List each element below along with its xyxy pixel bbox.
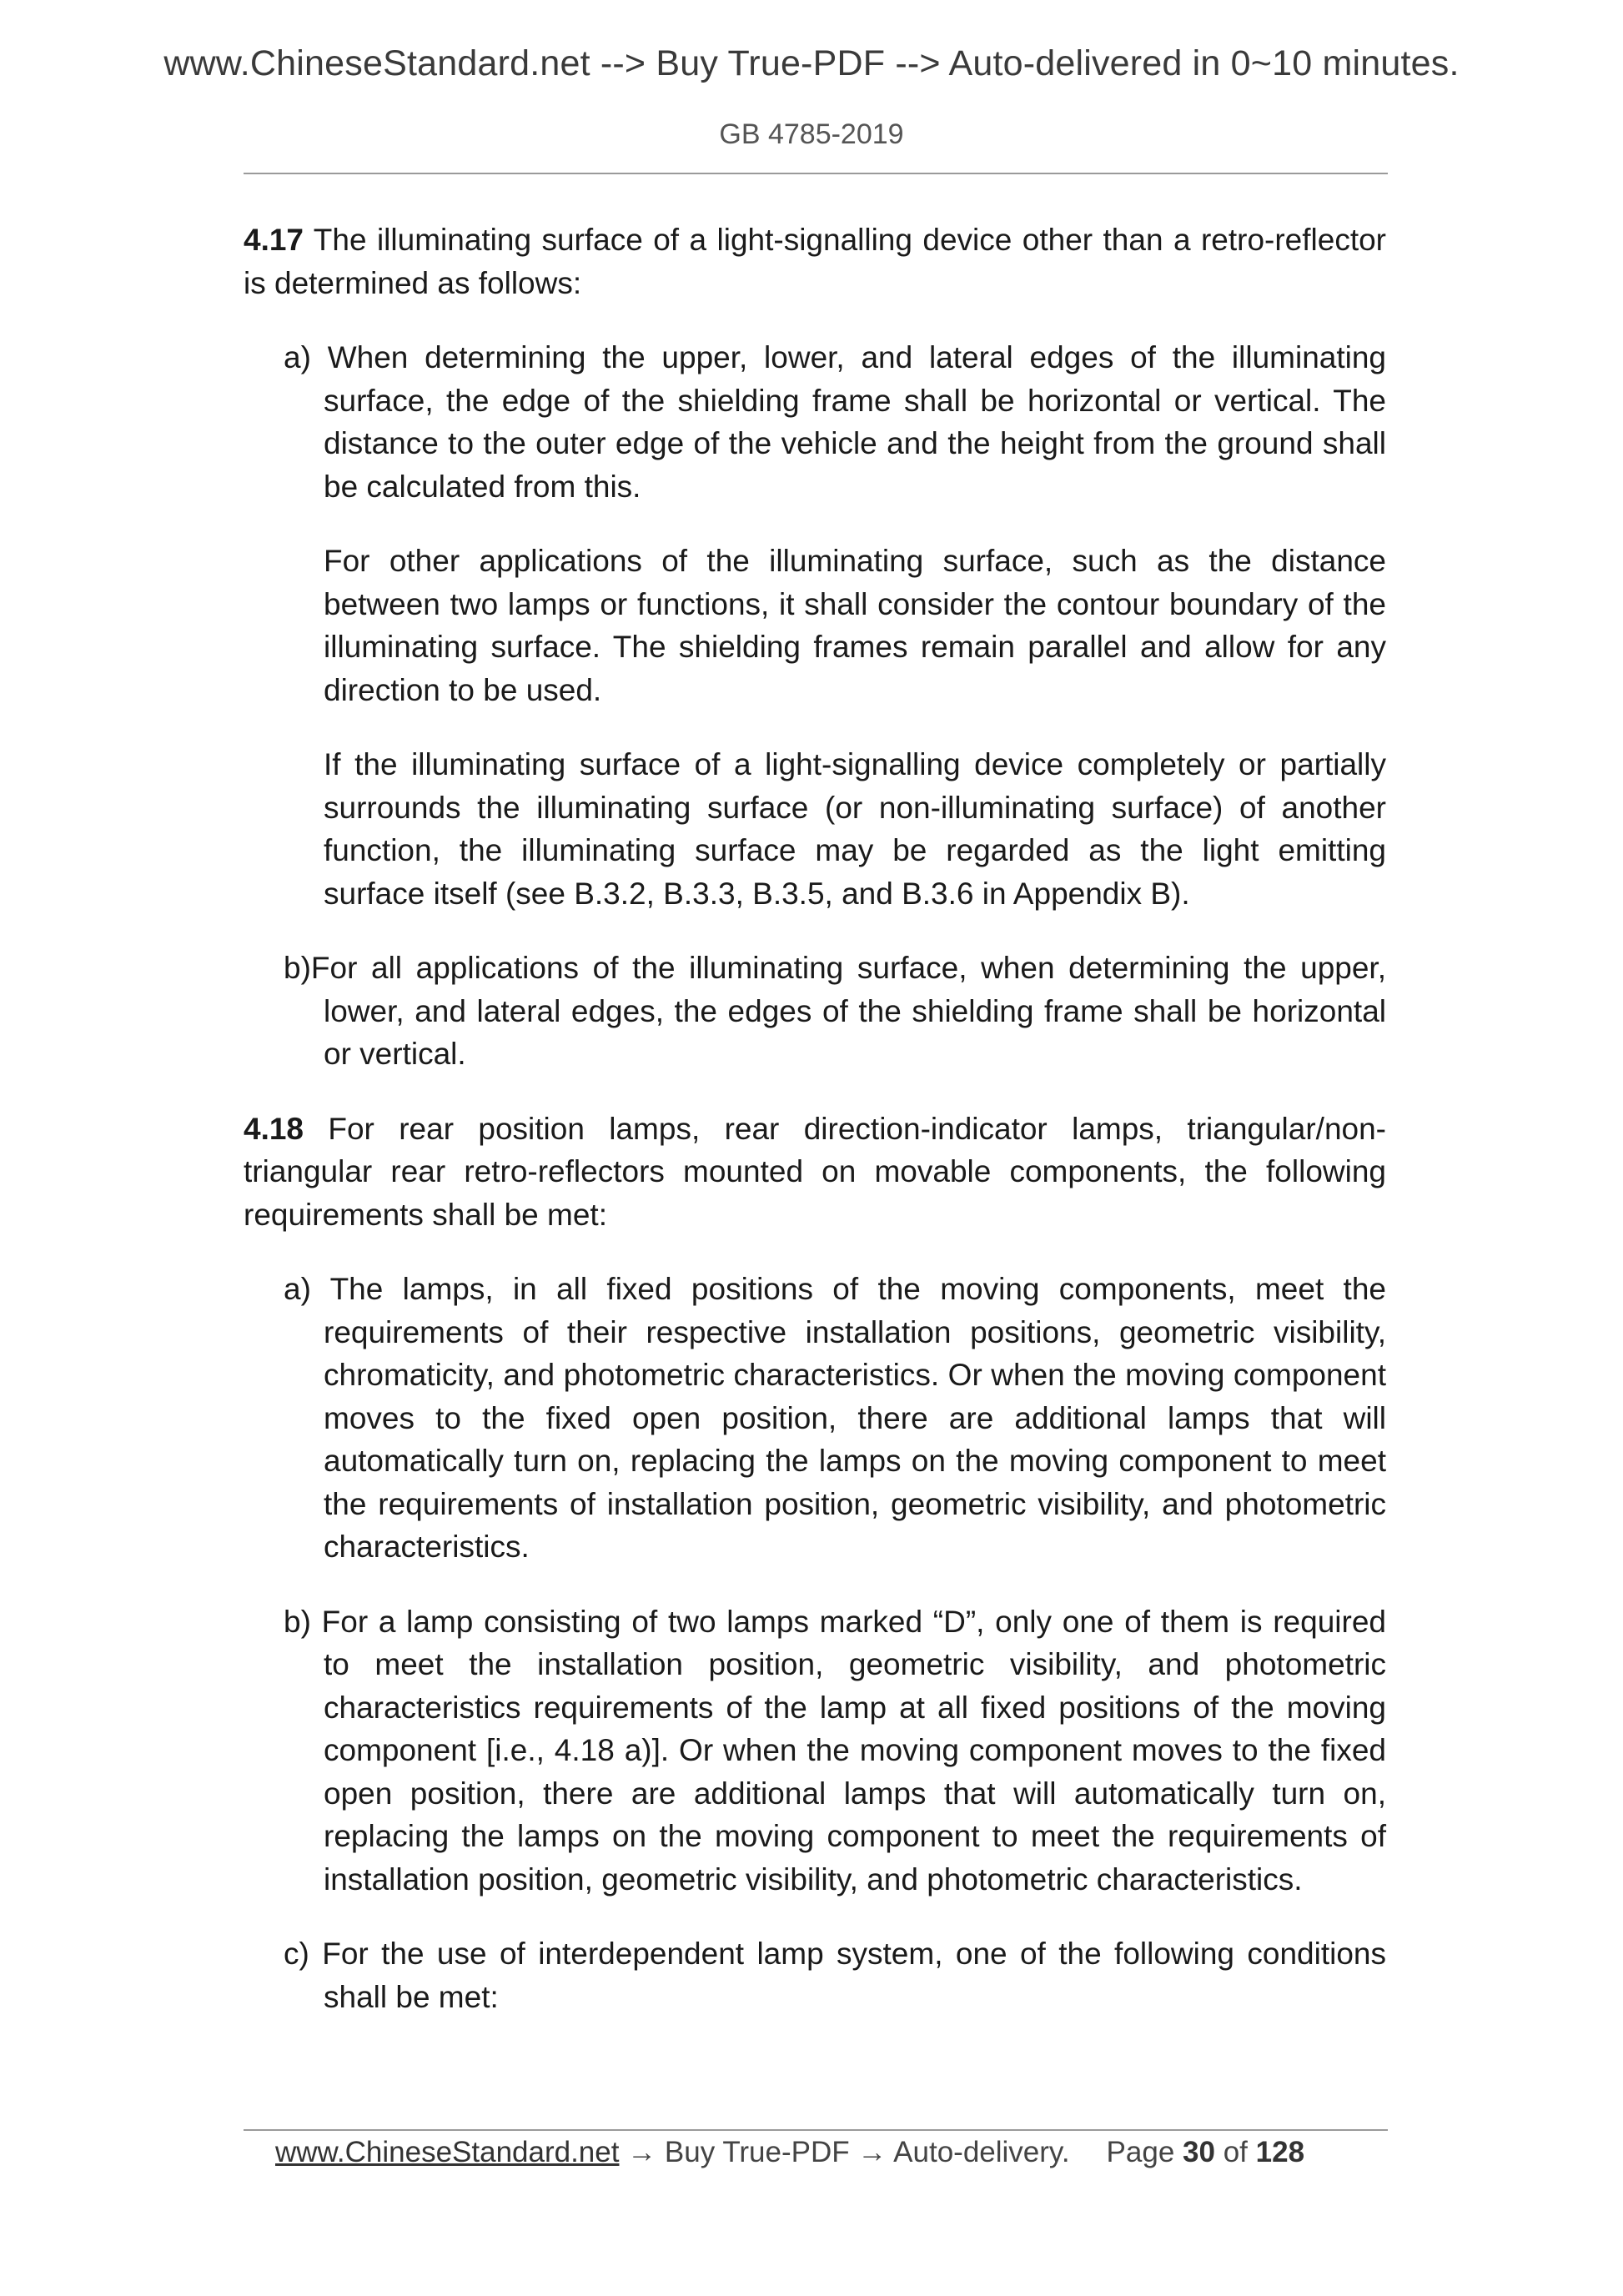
top-banner: www.ChineseStandard.net --> Buy True-PDF --> Auto-delivered in 0~10 minutes. xyxy=(163,43,1460,83)
clause-4-18-item-a xyxy=(284,1268,1386,1569)
footer-website-link[interactable]: www.ChineseStandard.net xyxy=(275,2136,620,2168)
document-body xyxy=(244,219,1386,2050)
item-label: b) xyxy=(284,951,311,985)
item-label: a) xyxy=(284,1272,311,1306)
total-pages: 128 xyxy=(1255,2136,1305,2168)
page-footer xyxy=(275,2136,1304,2169)
clause-text: For rear position lamps, rear direction-indicator lamps, triangular/non-triangular rear retro-reflectors mounted on movable components, the following requirements shall be met: xyxy=(244,1111,1387,1232)
item-text: For a lamp consisting of two lamps marked “D”, only one of them is required to meet the installation position, geometric visibility, and photometric characteristics requirements of the lamp at all fixed positions of the moving component [i.e., 4.18 a)]. Or when the moving component moves to the fixed open position, there are additional lamps that will automatically turn on, replacing the lamps on the moving component to meet the requirements of installation position, geometric visibility, and photometric characteristics. xyxy=(321,1604,1386,1897)
clause-4-18-item-c xyxy=(284,1932,1386,2018)
item-label: b) xyxy=(284,1604,311,1639)
item-label: c) xyxy=(284,1937,309,1971)
item-text: When determining the upper, lower, and lateral edges of the illuminating surface, the edge of the shielding frame shall be horizontal or vertical. The distance to the outer edge of the vehicle and the height from the ground shall be calculated from this. xyxy=(324,340,1387,504)
clause-4-17-intro xyxy=(244,219,1386,304)
page-label: Page xyxy=(1106,2136,1175,2168)
clause-4-17-item-b xyxy=(284,947,1386,1076)
item-text: For all applications of the illuminating surface, when determining the upper, lower, and lateral edges, the edges of the shielding frame shall be horizontal or vertical. xyxy=(310,951,1386,1071)
clause-text: The illuminating surface of a light-signalling device other than a retro-reflector is determined as follows: xyxy=(244,223,1386,300)
clause-4-17-item-a-continuation-1: For other applications of the illuminating surface, such as the distance between two lamps or functions, it shall consider the contour boundary of the illuminating surface. The shielding frames remain parallel and allow for any direction to be used. xyxy=(324,544,1386,707)
item-text: The lamps, in all fixed positions of the moving components, meet the requirements of their respective installation positions, geometric visibility, chromaticity, and photometric characteristics. Or when the moving component moves to the fixed open position, there are additional lamps that will automatically turn on, replacing the lamps on the moving component to meet the requirements of installation position, geometric visibility, and photometric characteristics. xyxy=(324,1272,1386,1564)
standard-code: GB 4785-2019 xyxy=(719,118,904,150)
clause-4-18-intro xyxy=(244,1108,1386,1237)
clause-4-17-item-a xyxy=(284,336,1386,508)
page-indicator xyxy=(1107,2136,1305,2168)
item-label: a) xyxy=(284,340,311,374)
clause-number: 4.17 xyxy=(244,223,304,257)
of-label: of xyxy=(1223,2136,1248,2168)
page-number: 30 xyxy=(1183,2136,1215,2168)
clause-4-18-item-b xyxy=(284,1600,1386,1902)
footer-divider xyxy=(244,2129,1388,2131)
footer-tagline: → Buy True-PDF → Auto-delivery. xyxy=(619,2136,1070,2168)
item-text: For the use of interdependent lamp system, one of the following conditions shall be met: xyxy=(322,1937,1386,2014)
header-divider xyxy=(244,173,1388,174)
clause-4-17-item-a-continuation-2: If the illuminating surface of a light-signalling device completely or partially surrounds the illuminating surface (or non-illuminating surface) of another function, the illuminating surface may be regarded as the light emitting surface itself (see B.3.2, B.3.3, B.3.5, and B.3.6 in Appendix B). xyxy=(324,747,1386,911)
clause-number: 4.18 xyxy=(244,1111,304,1146)
